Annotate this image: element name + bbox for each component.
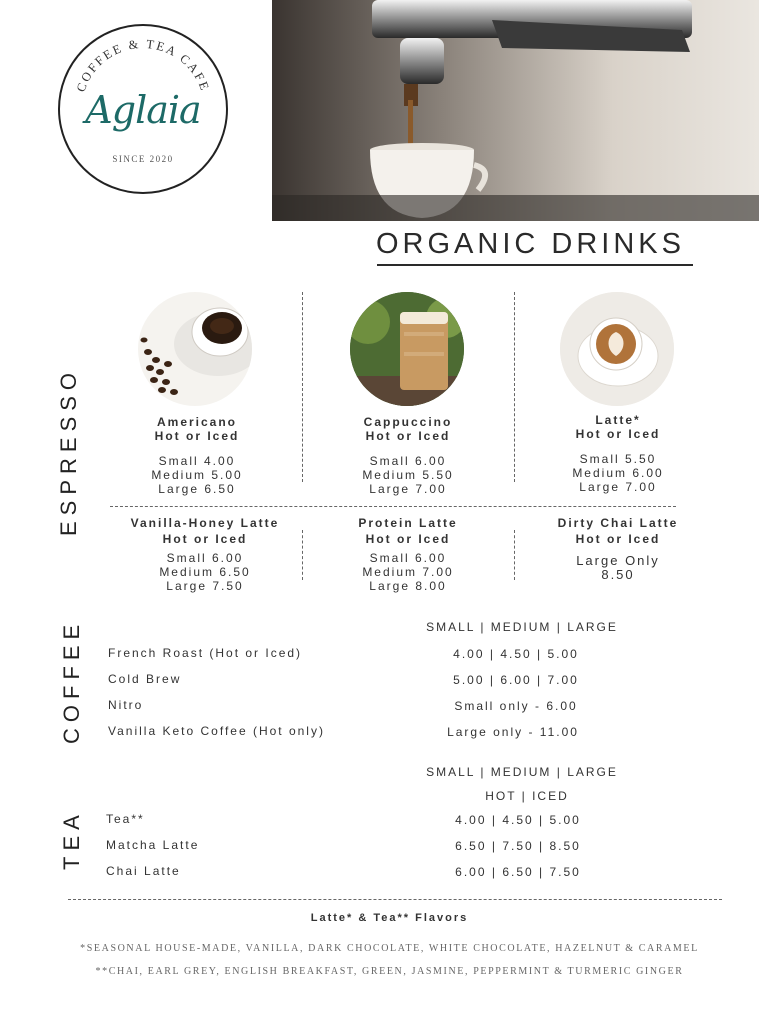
item-temperature: Hot or Iced [575, 532, 661, 546]
latte-flavors-note: *SEASONAL HOUSE-MADE, VANILLA, DARK CHOCOLATE, WHITE CHOCOLATE, HAZELNUT & CARAMEL [80, 943, 699, 954]
tea-item-label: Matcha Latte [106, 838, 200, 852]
tea-item-label: Tea** [106, 812, 145, 826]
item-size-price: Small 6.00 [369, 454, 447, 468]
coffee-item-label: Vanilla Keto Coffee (Hot only) [108, 724, 325, 738]
hero-espresso-photo [272, 0, 759, 221]
item-size-price: Large 7.00 [369, 482, 447, 496]
coffee-heading: COFFEE [59, 618, 84, 744]
tea-size-header: SMALL | MEDIUM | LARGE [426, 765, 618, 779]
item-name: Cappuccino [363, 415, 453, 429]
item-size-price: Large Only [576, 553, 660, 568]
tea-flavors-note: **CHAI, EARL GREY, ENGLISH BREAKFAST, GREEN, JASMINE, PEPPERMINT & TURMERIC GINGER [95, 966, 684, 977]
column-divider [302, 530, 303, 580]
svg-text:COFFEE & TEA CAFE [74, 37, 213, 94]
latte-art-cup-image [560, 292, 674, 406]
iced-latte-glass-image [350, 292, 464, 406]
menu-item-dirty-chai-latte [533, 516, 703, 582]
item-temperature: Hot or Iced [575, 427, 661, 441]
item-size-price: Medium 7.00 [362, 565, 454, 579]
row-divider [110, 506, 676, 507]
tea-temp-header: HOT | ICED [485, 789, 569, 803]
tea-heading: TEA [59, 809, 84, 870]
menu-item-latte [538, 413, 698, 494]
item-size-price: Small 6.00 [166, 551, 244, 565]
logo-since: SINCE 2020 [112, 154, 174, 164]
column-divider [514, 530, 515, 580]
item-name: Latte* [595, 413, 641, 427]
title-underline [377, 264, 693, 266]
item-temperature: Hot or Iced [154, 429, 240, 443]
item-size-price: Medium 5.50 [362, 468, 454, 482]
item-size-price: Small 5.50 [579, 452, 657, 466]
item-temperature: Hot or Iced [365, 532, 451, 546]
tea-item-price: 6.00 | 6.50 | 7.50 [455, 865, 581, 879]
espresso-machine-image [272, 0, 759, 221]
item-size-price: Small 4.00 [158, 454, 236, 468]
flavors-title: Latte* & Tea** Flavors [310, 912, 469, 924]
latte-photo [560, 292, 674, 406]
cafe-logo [58, 24, 228, 194]
coffee-item-label: Cold Brew [108, 672, 182, 686]
column-divider [302, 292, 303, 482]
item-temperature: Hot or Iced [162, 532, 248, 546]
logo-wordmark: Aglaia [85, 88, 201, 132]
page-title: ORGANIC DRINKS [376, 228, 685, 260]
tea-item-price: 4.00 | 4.50 | 5.00 [455, 813, 581, 827]
item-size-price: Medium 5.00 [151, 468, 243, 482]
item-size-price: Large 6.50 [158, 482, 236, 496]
menu-item-vanilla-honey-latte [110, 516, 300, 593]
cappuccino-photo [350, 292, 464, 406]
item-name: Americano [156, 415, 238, 429]
menu-item-cappuccino [328, 415, 488, 496]
americano-photo [138, 292, 252, 406]
item-temperature: Hot or Iced [365, 429, 451, 443]
logo-arc-text: COFFEE & TEA CAFE [73, 36, 213, 94]
item-size-price: Large 8.00 [369, 579, 447, 593]
footer-divider [68, 899, 722, 900]
item-name: Vanilla-Honey Latte [130, 516, 280, 530]
menu-item-protein-latte [328, 516, 488, 593]
espresso-heading: ESPRESSO [56, 366, 81, 536]
tea-item-label: Chai Latte [106, 864, 181, 878]
item-size-price: Medium 6.50 [159, 565, 251, 579]
coffee-item-price: 5.00 | 6.00 | 7.00 [453, 673, 579, 687]
column-divider [514, 292, 515, 482]
coffee-item-price: 4.00 | 4.50 | 5.00 [453, 647, 579, 661]
coffee-size-header: SMALL | MEDIUM | LARGE [426, 620, 618, 634]
coffee-item-price: Large only - 11.00 [447, 725, 579, 739]
americano-cup-image [138, 292, 252, 406]
coffee-item-label: Nitro [108, 698, 144, 712]
tea-item-price: 6.50 | 7.50 | 8.50 [455, 839, 581, 853]
coffee-item-price: Small only - 6.00 [454, 699, 578, 713]
item-name: Protein Latte [358, 516, 458, 530]
item-name: Dirty Chai Latte [557, 516, 679, 530]
item-size-price: Large 7.50 [166, 579, 244, 593]
item-size-price: Medium 6.00 [572, 466, 664, 480]
item-size-price: 8.50 [601, 567, 635, 582]
item-size-price: Large 7.00 [579, 480, 657, 494]
coffee-item-label: French Roast (Hot or Iced) [108, 646, 303, 660]
item-size-price: Small 6.00 [369, 551, 447, 565]
menu-item-americano [117, 415, 277, 496]
